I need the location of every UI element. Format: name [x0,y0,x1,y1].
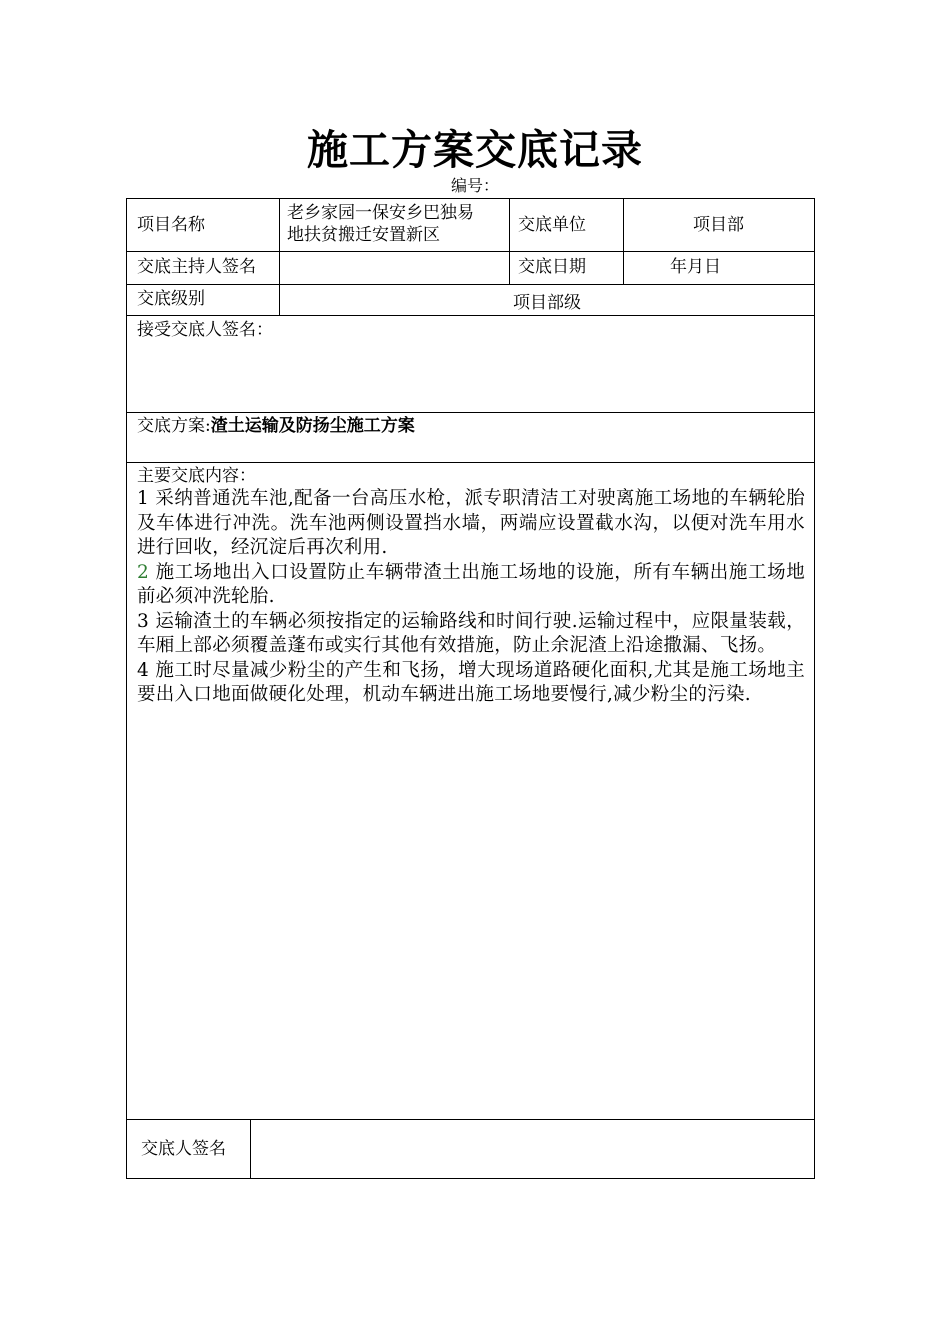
project-name-value [287,202,509,246]
unit-label: 交底单位 [518,215,586,235]
item-text: 施工场地出入口设置防止车辆带渣土出施工场地的设施，所有车辆出施工场地前必须冲洗轮胎. [137,561,806,607]
serial-number-label: 编号： [450,176,499,195]
row-divider [127,315,814,316]
content-item-2 [137,561,805,610]
row-divider [127,412,814,413]
plan-row [137,415,737,437]
item-number: 3 [137,610,150,632]
column-divider [623,199,624,284]
host-sign-label: 交底主持人签名 [137,257,256,277]
item-text: 施工时尽量减少粉尘的产生和飞扬，增大现场道路硬化面积,尤其是施工场地主要出入口地面做硬化处理，机动车辆进出施工场地要慢行,减少粉尘的污染. [137,659,805,705]
row-divider [127,284,814,285]
row-divider [127,462,814,463]
level-value: 项目部级 [513,293,581,313]
item-number: 4 [137,659,150,681]
content-item-3 [137,610,805,659]
presenter-sign-label: 交底人签名 [141,1139,226,1159]
date-value[interactable]: 年月日 [670,257,721,277]
content-item-4 [137,659,805,708]
date-label: 交底日期 [518,257,586,277]
item-number: 2 [137,561,150,583]
plan-label: 交底方案: [137,416,211,436]
presenter-sign-field[interactable] [251,1120,814,1178]
project-name-label: 项目名称 [137,215,205,235]
item-text: 运输渣土的车辆必须按指定的运输路线和时间行驶.运输过程中，应限量装载，车厢上部必须覆盖蓬布或实行其他有效措施，防止余泥渣上沿途撒漏、飞扬。 [137,610,805,656]
item-number: 1 [137,488,150,509]
content-item-1 [137,487,805,561]
host-sign-field[interactable] [280,252,508,283]
plan-value: 渣土运输及防扬尘施工方案 [210,416,415,436]
record-form-table [126,198,815,1179]
receiver-sign-label: 接受交底人签名： [137,320,273,340]
document-title: 施工方案交底记录 [307,126,643,174]
column-divider [509,199,510,284]
level-label: 交底级别 [137,289,205,309]
unit-value: 项目部 [693,215,744,235]
content-section [137,465,805,708]
item-text: 采纳普通洗车池,配备一台高压水枪，派专职清洁工对驶离施工场地的车辆轮胎及车体进行冲洗。洗车池两侧设置挡水墙，两端应设置截水沟，以便对洗车用水进行回收，经沉淀后再次利用. [137,488,805,558]
project-name-line1: 老乡家园一保安乡巴独易 [287,203,474,223]
project-name-line2: 地扶贫搬迁安置新区 [287,225,440,245]
content-label: 主要交底内容： [137,466,256,486]
